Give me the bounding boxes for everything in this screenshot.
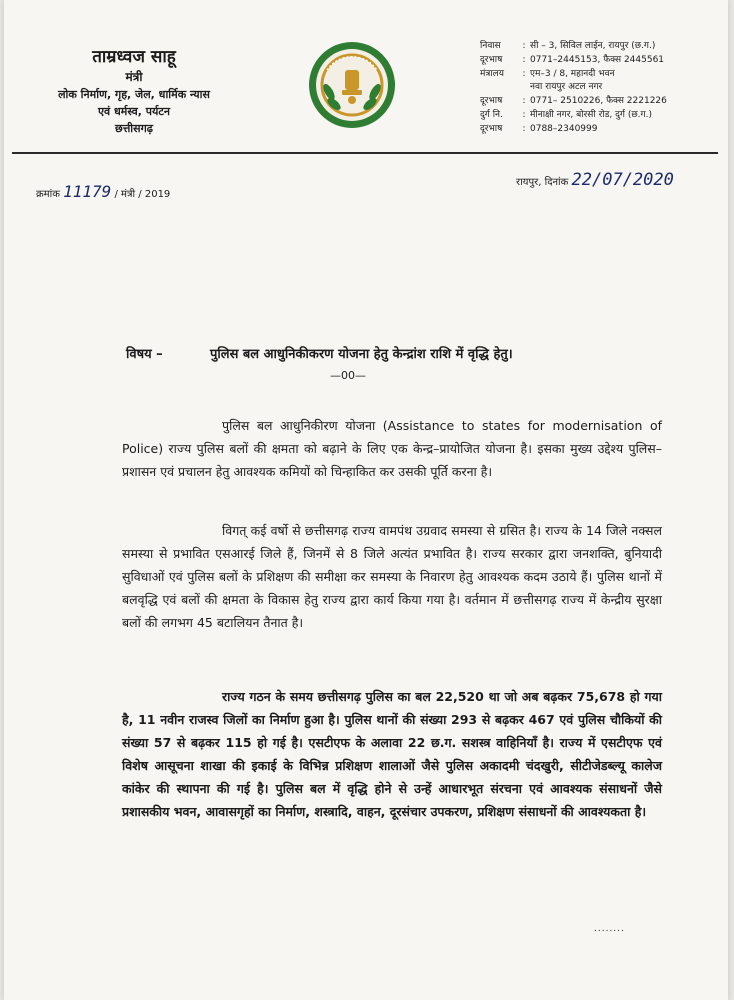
reference-handwritten-number: 11179 (63, 182, 112, 201)
contact-value: 0771–2445153, फैक्स 2445561 (530, 54, 665, 65)
state-name: छत्तीसगढ़ (115, 122, 153, 135)
contact-separator: : (522, 54, 526, 65)
subject-line (126, 344, 513, 362)
reference-prefix: क्रमांक (36, 189, 60, 200)
contact-value: मीनाक्षी नगर, बोरसी रोड, दुर्ग (छ.ग.) (530, 109, 652, 120)
minister-designation: मंत्री (125, 70, 143, 84)
paragraph-text: पुलिस बल आधुनिकीरण योजना (Assistance to states for modernisation of Police) राज्य पुलिस बलों की क्षमता को बढ़ाने के लिए एक केन्द्र–प्रायोजित योजना है। इसका मुख्य उद्देश्य पुलिस–प्रशासन एवं प्रचालन हेतु आवश्यक कमियों को चिन्हाकित कर उसकी पूर्ति करना है। (122, 418, 662, 479)
contact-label: दूरभाष (480, 54, 503, 65)
body-paragraph-2 (122, 519, 662, 634)
subject-divider: —00— (330, 369, 366, 382)
contact-row (480, 68, 667, 82)
state-emblem-icon (307, 40, 397, 130)
contact-row (480, 109, 667, 123)
contact-separator: : (522, 123, 526, 134)
reference-number (36, 182, 170, 201)
sender-block (4, 46, 264, 137)
paragraph-text: विगत् कई वर्षो से छत्तीसगढ़ राज्य वामपंथ उग्रवाद समस्या से ग्रसित है। राज्य के 14 जिले नक्सल समस्या से प्रभावित एसआरई जिले हैं, जिनमें से 8 जिले अत्यंत प्रभावित है। राज्य सरकार द्वारा जनशक्ति, बुनियादी सुविधाओं एवं पुलिस बलों के प्रशिक्षण की समीक्षा कर समस्या के निवारण हेतु आवश्यक कदम उठाये हैं। पुलिस थानों में बलवृद्धि एवं बलों की क्षमता के विकास हेतु राज्य द्वारा कार्य किया गया है। वर्तमान में छत्तीसगढ़ राज्य में केन्द्रीय सुरक्षा बलों की लगभग 45 बटालियन तैनात है। (122, 523, 662, 630)
dateline (516, 170, 674, 190)
dateline-place: रायपुर, दिनांक (516, 177, 569, 188)
subject-text: पुलिस बल आधुनिकीकरण योजना हेतु केन्द्रांश राशि में वृद्धि हेतु। (210, 347, 513, 362)
contact-separator: : (522, 41, 526, 51)
dateline-handwritten-date: 22/07/2020 (571, 170, 674, 190)
contact-row (480, 95, 667, 109)
contact-label (480, 81, 518, 95)
contact-block (480, 40, 667, 137)
paragraph-text: राज्य गठन के समय छत्तीसगढ़ पुलिस का बल 22,520 था जो अब बढ़कर 75,678 हो गया है, 11 नवीन राजस्व जिलों का निर्माण हुआ है। पुलिस थानों की संख्या 293 से बढ़कर 467 एवं पुलिस चौकियों की संख्या 57 से बढ़कर 115 हो गई है। एसटीएफ के अलावा 22 छ.ग. सशस्त्र वाहिनियॉं है। राज्य में एसटीएफ एवं विशेष आसूचना शाखा की इकाई के विभिन्न प्रशिक्षण शालाओं जैसे पुलिस अकादमी चंदखुरी, सीटीजेडब्ल्यू कालेज कांकेर की स्थापना की गई है। पुलिस बल में वृद्धि होने से उन्हें आधारभूत संरचना एवं आवश्यक संसाधनों जैसे प्रशासकीय भवन, आवासगृहों का निर्माण, शस्त्रादि, वाहन, दूरसंचार उपकरण, प्रशिक्षण संसाधनों की आवश्यकता है। (122, 689, 662, 819)
contact-row (480, 123, 667, 137)
contact-row (480, 54, 667, 68)
contact-value: सी – 3, सिविल लाईन, रायपुर (छ.ग.) (530, 41, 656, 51)
page-continuation-mark: ........ (594, 924, 625, 934)
contact-label: दूरभाष (480, 96, 503, 107)
reference-suffix: / मंत्री / 2019 (114, 189, 171, 200)
contact-value: एम–3 / 8, महानदी भवन (530, 68, 615, 79)
letter-page (4, 0, 728, 1000)
contact-label: निवास (480, 41, 501, 51)
contact-label: दूरभाष (480, 123, 503, 134)
subject-label: विषय – (126, 347, 163, 362)
contact-value: 0788–2340999 (530, 123, 598, 134)
contact-value: 0771– 2510226, फैक्स 2221226 (530, 96, 667, 107)
body-paragraph-1 (122, 414, 662, 483)
minister-name: ताम्रध्वज साहू (92, 47, 176, 67)
portfolio-line-1: लोक निर्माण, गृह, जेल, धार्मिक न्यास (58, 88, 210, 101)
contact-separator: : (522, 96, 526, 107)
contact-label: मंत्रालय (480, 68, 505, 79)
contact-separator (518, 81, 530, 95)
header-divider (12, 152, 718, 154)
contact-row (480, 40, 667, 54)
portfolio-line-2: एवं धर्मस्व, पर्यटन (97, 105, 171, 118)
body-paragraph-3 (122, 685, 662, 823)
contact-label: दुर्ग नि. (480, 109, 503, 120)
contact-row (480, 81, 667, 95)
contact-separator: : (522, 109, 526, 120)
contact-value: नवा रायपुर अटल नगर (530, 82, 603, 93)
contact-separator: : (522, 68, 526, 79)
